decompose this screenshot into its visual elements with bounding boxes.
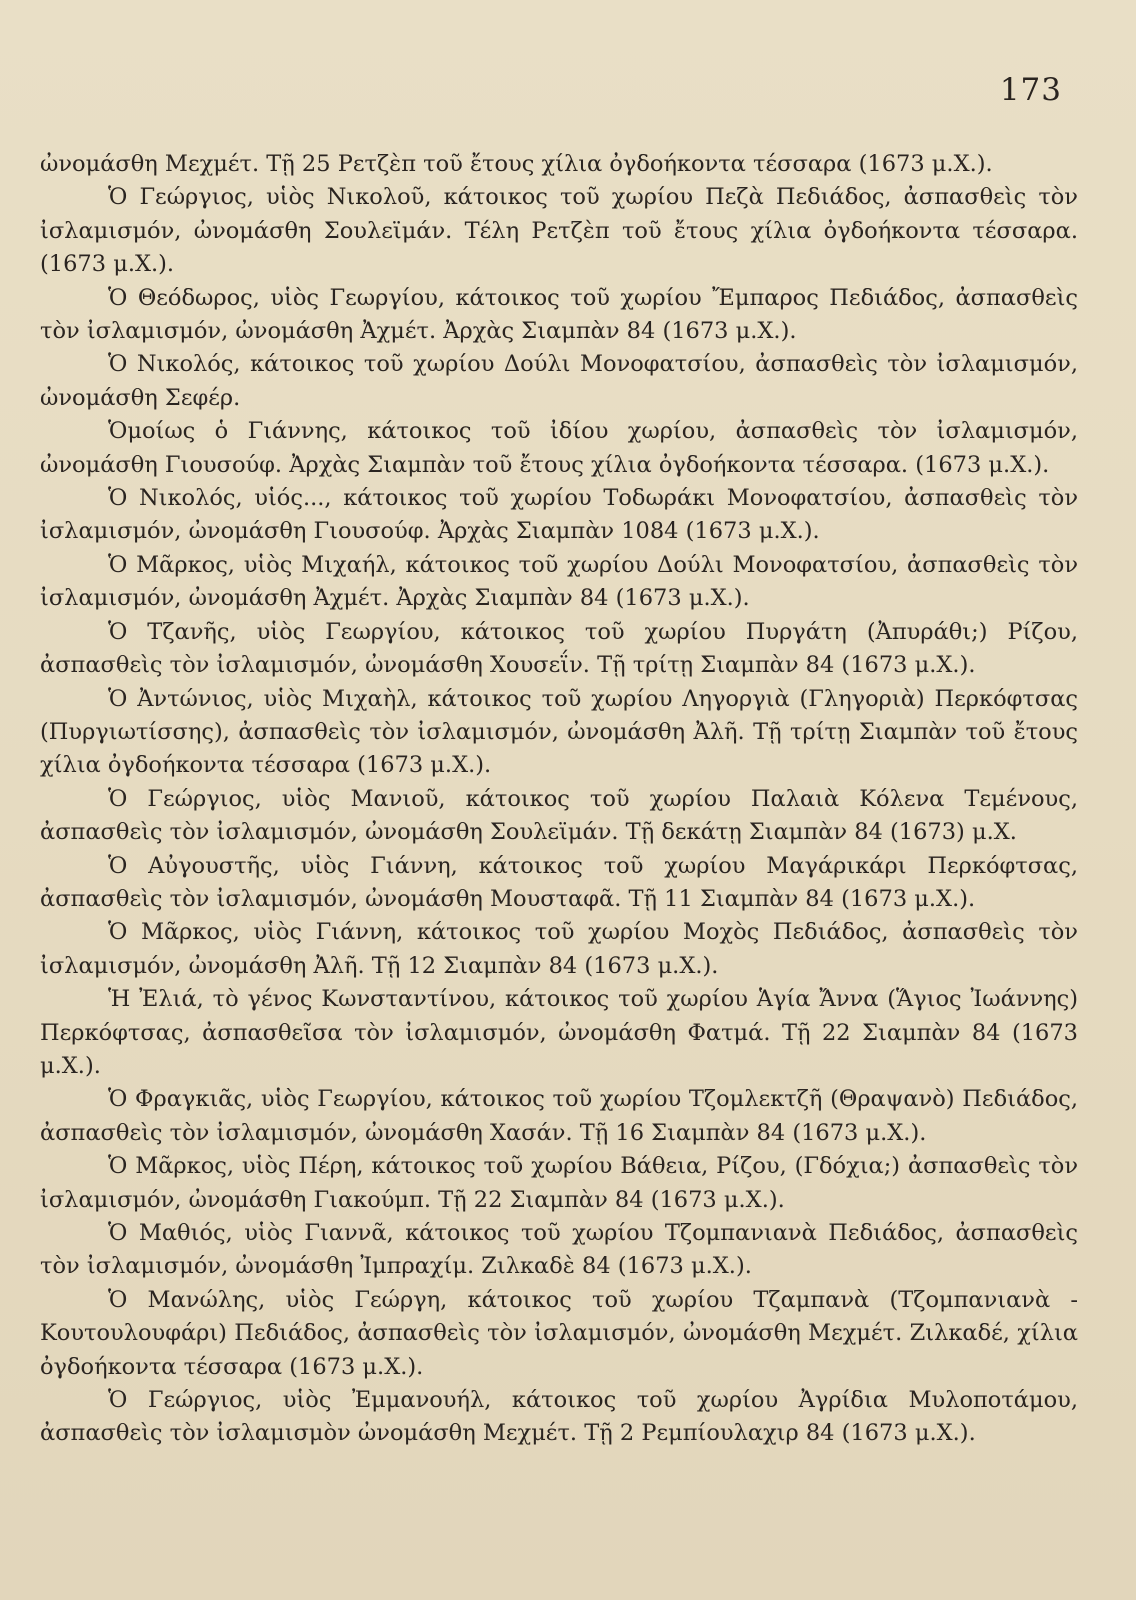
paragraph: Ὁ Γεώργιος, υἱὸς Ἐμμανουήλ, κάτοικος τοῦ χωρίου Ἀγρίδια Μυλοποτάμου, ἀσπασθεὶς τὸν ἰσλαμισμὸν ὠνομάσθη Μεχμέτ. Τῇ 2 Ρεμπίουλαχιρ 84 (1673 μ.Χ.). bbox=[40, 1387, 1078, 1447]
body-text bbox=[40, 148, 1078, 1451]
paragraph: Ὁ Αὐγουστῆς, υἱὸς Γιάννη, κάτοικος τοῦ χωρίου Μαγάρικάρι Περκόφτσας, ἀσπασθεὶς τὸν ἰσλαμισμόν, ὠνομάσθη Μουσταφᾶ. Τῇ 11 Σιαμπὰν 84 (1673 μ.Χ.). bbox=[40, 852, 1078, 912]
paragraph: Ὁ Γεώργιος, υἱὸς Μανιοῦ, κάτοικος τοῦ χωρίου Παλαιὰ Κόλενα Τεμένους, ἀσπασθεὶς τὸν ἰσλαμισμόν, ὠνομάσθη Σουλεϊμάν. Τῇ δεκάτῃ Σιαμπὰν 84 (1673) μ.Χ. bbox=[40, 785, 1078, 846]
paragraph: Ὁ Τζανῆς, υἱὸς Γεωργίου, κάτοικος τοῦ χωρίου Πυργάτη (Ἀπυράθι;) Ρίζου, ἀσπασθεὶς τὸν ἰσλαμισμόν, ὠνομάσθη Χουσεΐν. Τῇ τρίτῃ Σιαμπὰν 84 (1673 μ.Χ.). bbox=[40, 618, 1078, 679]
page-number: 173 bbox=[999, 72, 1062, 108]
paragraph: Ὁμοίως ὁ Γιάννης, κάτοικος τοῦ ἰδίου χωρίου, ἀσπασθεὶς τὸν ἰσλαμισμόν, ὠνομάσθη Γιουσούφ. Ἀρχὰς Σιαμπὰν τοῦ ἔτους χίλια ὀγδοήκοντα τέσσαρα. (1673 μ.Χ.). bbox=[40, 418, 1078, 478]
paragraph: Ὁ Μᾶρκος, υἱὸς Γιάννη, κάτοικος τοῦ χωρίου Μοχὸς Πεδιάδος, ἀσπασθεὶς τὸν ἰσλαμισμόν, ὠνομάσθη Ἀλῆ. Τῇ 12 Σιαμπὰν 84 (1673 μ.Χ.). bbox=[40, 919, 1078, 979]
paragraph: Ἡ Ἐλιά, τὸ γένος Κωνσταντίνου, κάτοικος τοῦ χωρίου Ἁγία Ἄννα (Ἅγιος Ἰωάννης) Περκόφτσας, ἀσπασθεῖσα τὸν ἰσλαμισμόν, ὠνομάσθη Φατμά. Τῇ 22 Σιαμπὰν 84 (1673 μ.Χ.). bbox=[40, 986, 1078, 1079]
paragraph: Ὁ Νικολός, κάτοικος τοῦ χωρίου Δούλι Μονοφατσίου, ἀσπασθεὶς τὸν ἰσλαμισμόν, ὠνομάσθη Σεφέρ. bbox=[40, 351, 1078, 411]
paragraph: Ὁ Ἀντώνιος, υἱὸς Μιχαὴλ, κάτοικος τοῦ χωρίου Ληγοργιὰ (Γληγοριὰ) Περκόφτσας (Πυργιωτίσσης), ἀσπασθεὶς τὸν ἰσλαμισμόν, ὠνομάσθη Ἀλῆ. Τῇ τρίτῃ Σιαμπὰν τοῦ ἔτους χίλια ὀγδοήκοντα τέσσαρα (1673 μ.Χ.). bbox=[40, 685, 1078, 779]
paragraph: Ὁ Μανώλης, υἱὸς Γεώργη, κάτοικος τοῦ χωρίου Τζαμπανὰ (Τζομπανιανὰ - Κουτουλουφάρι) Πεδιάδος, ἀσπασθεὶς τὸν ἰσλαμισμόν, ὠνομάσθη Μεχμέτ. Ζιλκαδέ, χίλια ὀγδοήκοντα τέσσαρα (1673 μ.Χ.). bbox=[40, 1286, 1078, 1380]
paragraph: Ὁ Νικολός, υἱός..., κάτοικος τοῦ χωρίου Τοδωράκι Μονοφατσίου, ἀσπασθεὶς τὸν ἰσλαμισμόν, ὠνομάσθη Γιουσούφ. Ἀρχὰς Σιαμπὰν 1084 (1673 μ.Χ.). bbox=[40, 485, 1078, 545]
paragraph: Ὁ Θεόδωρος, υἱὸς Γεωργίου, κάτοικος τοῦ χωρίου Ἔμπαρος Πεδιάδος, ἀσπασθεὶς τὸν ἰσλαμισμόν, ὠνομάσθη Ἀχμέτ. Ἀρχὰς Σιαμπὰν 84 (1673 μ.Χ.). bbox=[40, 284, 1078, 345]
paragraph: Ὁ Φραγκιᾶς, υἱὸς Γεωργίου, κάτοικος τοῦ χωρίου Τζομλεκτζῆ (Θραψανὸ) Πεδιάδος, ἀσπασθεὶς τὸν ἰσλαμισμόν, ὠνομάσθη Χασάν. Τῇ 16 Σιαμπὰν 84 (1673 μ.Χ.). bbox=[40, 1086, 1078, 1146]
paragraph: Ὁ Γεώργιος, υἱὸς Νικολοῦ, κάτοικος τοῦ χωρίου Πεζὰ Πεδιάδος, ἀσπασθεὶς τὸν ἰσλαμισμόν, ὠνομάσθη Σουλεϊμάν. Τέλη Ρετζὲπ τοῦ ἔτους χίλια ὀγδοήκοντα τέσσαρα. (1673 μ.Χ.). bbox=[40, 184, 1078, 278]
paragraph: Ὁ Μαθιός, υἱὸς Γιαννᾶ, κάτοικος τοῦ χωρίου Τζομπανιανὰ Πεδιάδος, ἀσπασθεὶς τὸν ἰσλαμισμόν, ὠνομάσθη Ἰμπραχίμ. Ζιλκαδὲ 84 (1673 μ.Χ.). bbox=[40, 1220, 1078, 1280]
paragraph: Ὁ Μᾶρκος, υἱὸς Πέρη, κάτοικος τοῦ χωρίου Βάθεια, Ρίζου, (Γδόχια;) ἀσπασθεὶς τὸν ἰσλαμισμόν, ὠνομάσθη Γιακούμπ. Τῇ 22 Σιαμπὰν 84 (1673 μ.Χ.). bbox=[40, 1153, 1078, 1213]
paragraph: Ὁ Μᾶρκος, υἱὸς Μιχαήλ, κάτοικος τοῦ χωρίου Δούλι Μονοφατσίου, ἀσπασθεὶς τὸν ἰσλαμισμόν, ὠνομάσθη Ἀχμέτ. Ἀρχὰς Σιαμπὰν 84 (1673 μ.Χ.). bbox=[40, 551, 1078, 612]
paragraph: ὠνομάσθη Μεχμέτ. Τῇ 25 Ρετζὲπ τοῦ ἔτους χίλια ὀγδοήκοντα τέσσαρα (1673 μ.Χ.). bbox=[40, 151, 993, 177]
